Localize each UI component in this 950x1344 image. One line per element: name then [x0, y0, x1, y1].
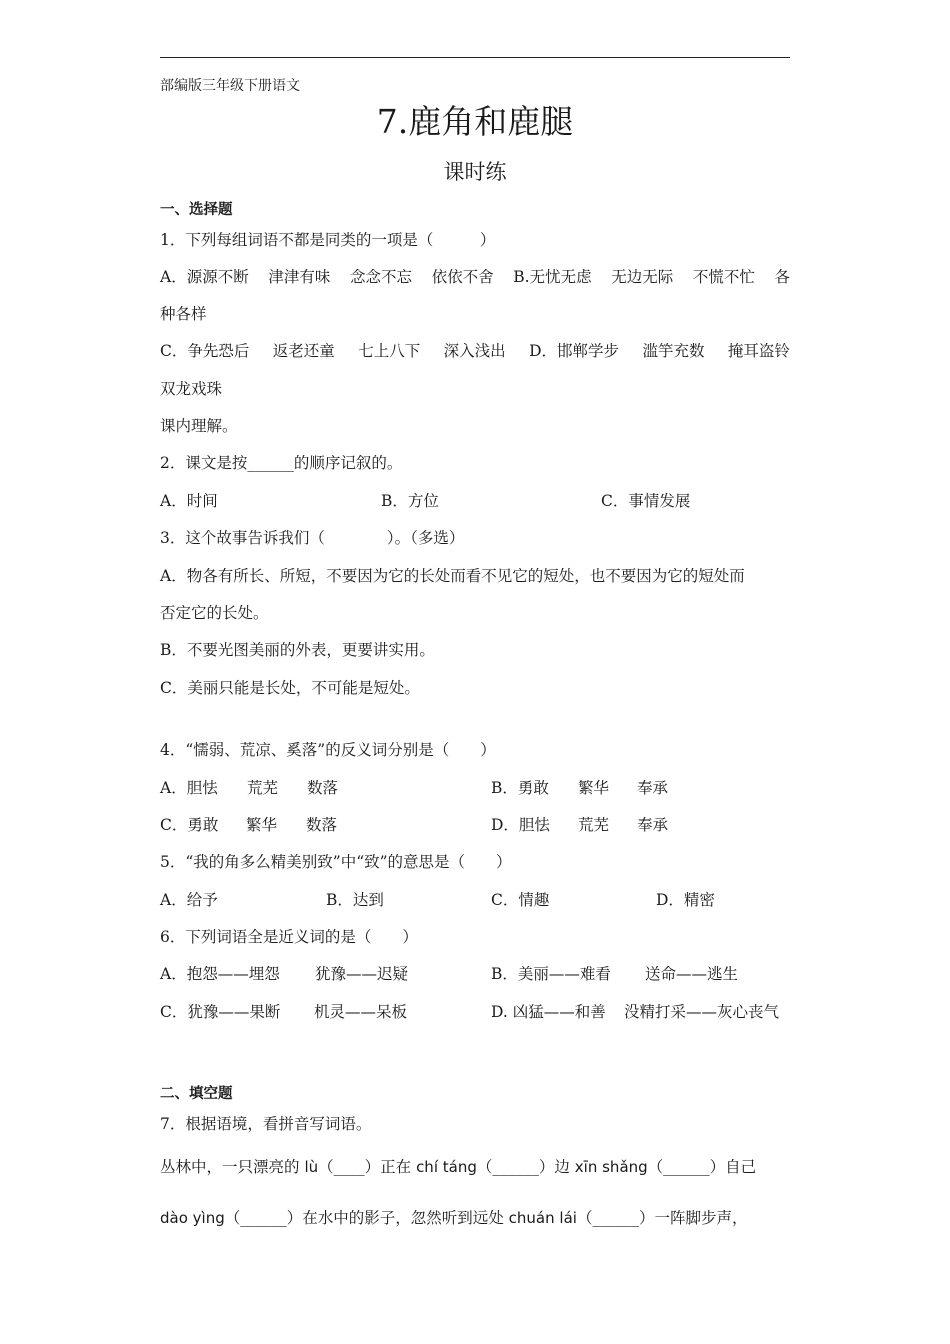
- q4-a-word2: 荒芜: [247, 779, 279, 797]
- course-header: 部编版三年级下册语文: [160, 78, 300, 94]
- passage-text: （____）正在: [318, 1158, 417, 1176]
- q3-option-c: C．美丽只能是长处，不可能是短处。: [160, 679, 420, 697]
- q1-c-word2: 返老还童: [272, 342, 335, 360]
- q3-stem: 3．这个故事告诉我们（ ）。（多选）: [160, 529, 465, 547]
- q2-options: [160, 491, 790, 511]
- q1-c-word4: 深入浅出: [443, 342, 506, 360]
- q4-b-label: B．勇敢: [491, 779, 549, 797]
- q4-d-word3: 奉承: [637, 816, 669, 834]
- q7-passage-line2: [160, 1207, 790, 1229]
- q5-stem: 5．“我的角多么精美别致”中“致”的意思是（ ）: [160, 853, 512, 871]
- pinyin-prompt: chuán lái: [508, 1209, 577, 1227]
- q7-passage-line1: [160, 1156, 790, 1178]
- q1-b-word3: 不慌不忙: [692, 268, 755, 286]
- q1-b-word2: 无边无际: [611, 268, 674, 286]
- q5-option-c: C．情趣: [491, 891, 550, 909]
- q4-d-label: D．胆怯: [491, 816, 550, 834]
- worksheet-page: [160, 0, 790, 1344]
- q1-options-line3: [160, 341, 790, 361]
- passage-text: （______）一阵脚步声，: [576, 1209, 748, 1227]
- q4-stem: 4．“懦弱、荒凉、奚落”的反义词分别是（ ）: [160, 741, 496, 759]
- q1-a-word3: 念念不忘: [349, 268, 412, 286]
- lesson-subtitle: 课时练: [443, 160, 507, 184]
- q6-c-pair2: 机灵——呆板: [314, 1003, 408, 1021]
- q1-a-word4: 依依不舍: [431, 268, 494, 286]
- q6-d-pair2: 没精打采——灰心丧气: [624, 1003, 780, 1021]
- lesson-title: 7.鹿角和鹿腿: [376, 102, 574, 141]
- header-rule: [160, 57, 790, 58]
- section-heading-fill: 二、填空题: [160, 1086, 233, 1102]
- q6-d-pair1: D. 凶猛——和善: [491, 1003, 606, 1021]
- q1-a-word2: 津津有味: [268, 268, 331, 286]
- section-heading-choice: 一、选择题: [160, 202, 233, 218]
- q6-a-pair1: A．抱怨——埋怨: [160, 965, 280, 983]
- q1-b-word1: B.无忧无虑: [513, 268, 592, 286]
- q1-d-word3: 掩耳盗铃: [727, 342, 790, 360]
- q1-d-word2: 滥竽充数: [642, 342, 705, 360]
- q5-option-b: B．达到: [326, 891, 384, 909]
- q2-option-a: A．时间: [160, 492, 218, 510]
- q1-c-word3: 七上八下: [358, 342, 421, 360]
- q6-c-pair1: C．犹豫——果断: [160, 1003, 281, 1021]
- q6-b-pair2: 送命——逃生: [645, 965, 739, 983]
- pinyin-prompt: xīn shǎng: [574, 1158, 648, 1176]
- q6-stem: 6．下列词语全是近义词的是（ ）: [160, 928, 418, 946]
- q6-options-row1: [160, 964, 790, 984]
- passage-text: （______）边: [476, 1158, 575, 1176]
- q5-options: [160, 890, 790, 910]
- q5-option-d: D．精密: [656, 891, 715, 909]
- q5-option-a: A．给予: [160, 891, 218, 909]
- q3-option-a-line1: A．物各有所长、所短，不要因为它的长处而看不见它的短处，也不要因为它的短处而: [160, 567, 745, 585]
- q2-option-b: B．方位: [381, 492, 439, 510]
- q3-option-b: B．不要光图美丽的外表，更要讲实用。: [160, 641, 435, 659]
- passage-text: （______）在水中的影子，忽然听到远处: [224, 1209, 509, 1227]
- q4-options-row2: [160, 815, 790, 835]
- q4-c-label: C．勇敢: [160, 816, 219, 834]
- q3-option-a-line2: 否定它的长处。: [160, 604, 269, 622]
- q4-b-word2: 繁华: [578, 779, 610, 797]
- q1-c-word1: C．争先恐后: [160, 342, 250, 360]
- q7-stem: 7．根据语境，看拼音写词语。: [160, 1115, 372, 1133]
- q1-d-word1: D．邯郸学步: [529, 342, 620, 360]
- passage-text: 丛林中，一只漂亮的: [160, 1158, 305, 1176]
- q1-b-word4-start: 各: [774, 268, 790, 286]
- q6-options-row2: [160, 1002, 790, 1022]
- q1-stem: 1．下列每组词语不都是同类的一项是（ ）: [160, 231, 496, 249]
- passage-text: （______）自己: [647, 1158, 757, 1176]
- q4-d-word2: 荒芜: [578, 816, 610, 834]
- q4-a-label: A．胆怯: [160, 779, 218, 797]
- q1-options-line1: [160, 267, 790, 287]
- q4-a-word3: 数落: [307, 779, 339, 797]
- q1-options-line2: 种各样: [160, 305, 207, 323]
- q4-c-word2: 繁华: [246, 816, 278, 834]
- pinyin-prompt: dào yìng: [160, 1209, 225, 1227]
- q6-a-pair2: 犹豫——迟疑: [315, 965, 409, 983]
- q2-option-c: C．事情发展: [601, 492, 691, 510]
- q4-options-row1: [160, 778, 790, 798]
- reading-intro: 课内理解。: [160, 417, 238, 435]
- q4-c-word3: 数落: [306, 816, 338, 834]
- pinyin-prompt: lù: [304, 1158, 319, 1176]
- q1-a-word1: A．源源不断: [160, 268, 249, 286]
- q1-options-line4: 双龙戏珠: [160, 380, 223, 398]
- pinyin-prompt: chí táng: [416, 1158, 477, 1176]
- q2-stem: 2．课文是按______的顺序记叙的。: [160, 454, 403, 472]
- q4-b-word3: 奉承: [637, 779, 669, 797]
- q6-b-pair1: B．美丽——难看: [491, 965, 611, 983]
